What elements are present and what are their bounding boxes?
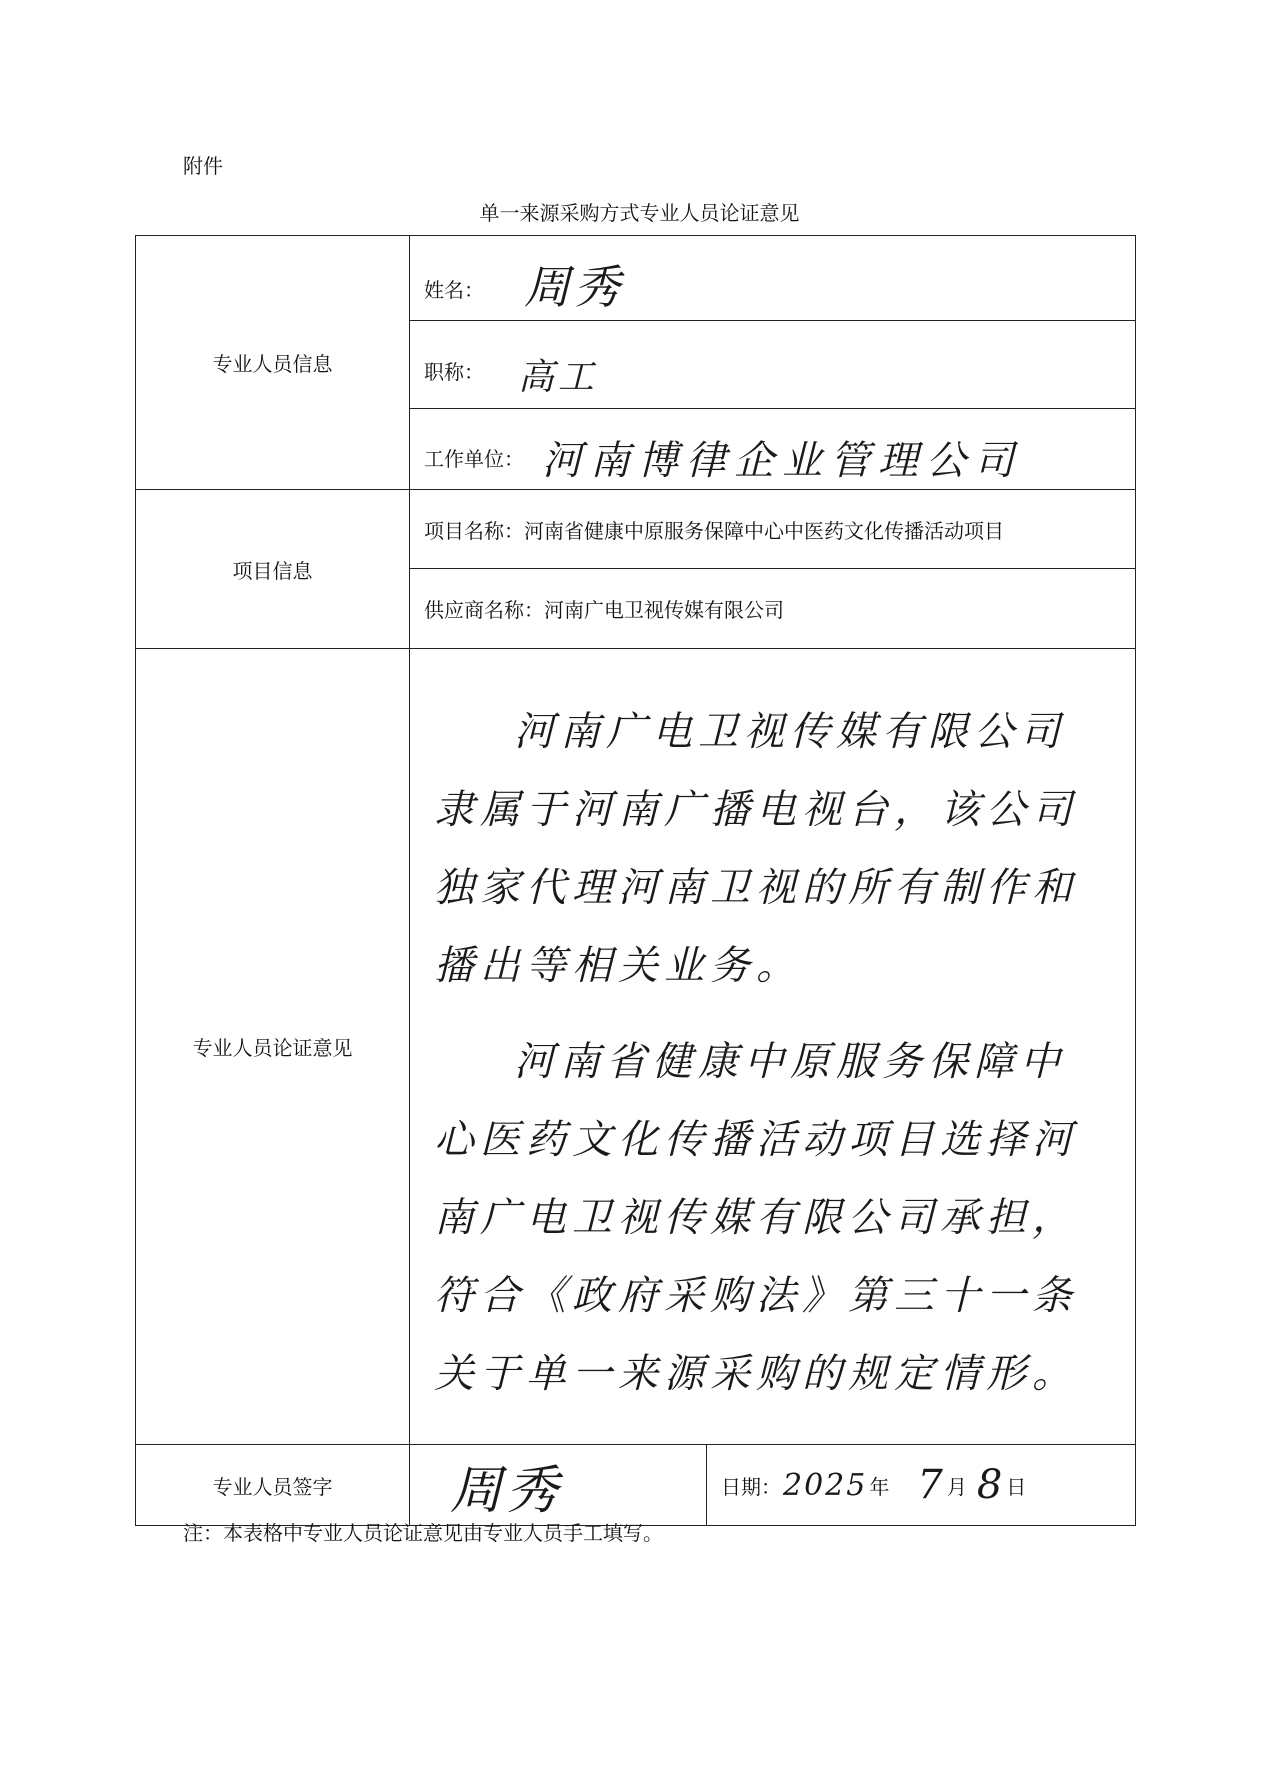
date-year-value: 2025 <box>783 1467 868 1503</box>
date-month-value: 7 <box>917 1462 945 1508</box>
title-handwritten-value: 高工 <box>518 357 599 398</box>
name-handwritten-value: 周秀 <box>524 260 624 314</box>
supplier-value: 河南广电卫视传媒有限公司 <box>544 598 784 622</box>
supplier-label: 供应商名称： <box>424 598 544 622</box>
project-name-value: 河南省健康中原服务保障中心中医药文化传播活动项目 <box>524 518 1004 543</box>
title-label: 职称： <box>424 360 484 384</box>
project-info-label: 项目信息 <box>136 490 410 649</box>
document-title: 单一来源采购方式专业人员论证意见 <box>479 201 800 225</box>
date-day-value: 8 <box>976 1462 1005 1508</box>
opinion-paragraph-2: 河南省健康中原服务保障中心医药文化传播活动项目选择河南广电卫视传媒有限公司承担，符合《政府采购法》第三十一条关于单一来源采购的规定情形。 <box>434 1038 1078 1397</box>
supplier-field <box>410 569 1136 649</box>
title-field <box>410 321 1136 409</box>
date-day-unit: 日 <box>1006 1474 1027 1499</box>
name-field <box>410 236 1136 321</box>
project-name-row <box>136 490 1136 569</box>
date-label: 日期： <box>721 1474 781 1499</box>
opinion-row <box>136 649 1136 1445</box>
name-row <box>136 236 1136 321</box>
project-name-label: 项目名称： <box>424 518 524 543</box>
signature-row <box>136 1445 1136 1526</box>
signature-field <box>410 1445 1136 1526</box>
attachment-label: 附件 <box>183 154 223 178</box>
opinion-field <box>410 649 1136 1445</box>
expert-info-label: 专业人员信息 <box>136 236 410 490</box>
unit-label: 工作单位： <box>424 446 524 471</box>
opinion-label: 专业人员论证意见 <box>136 649 410 1445</box>
unit-handwritten-value: 河南博律企业管理公司 <box>542 437 1022 484</box>
date-year-unit: 年 <box>869 1474 890 1499</box>
unit-field <box>410 409 1136 490</box>
date-box <box>707 1445 1026 1525</box>
signature-handwritten-value: 周秀 <box>450 1460 563 1521</box>
opinion-form-table <box>135 235 1136 1526</box>
footnote: 注：本表格中专业人员论证意见由专业人员手工填写。 <box>183 1521 663 1545</box>
project-name-field <box>410 490 1136 569</box>
name-label: 姓名： <box>424 278 484 302</box>
date-month-unit: 月 <box>946 1474 967 1499</box>
signature-box <box>410 1445 707 1525</box>
signature-label: 专业人员签字 <box>136 1445 410 1526</box>
opinion-paragraph-1: 河南广电卫视传媒有限公司隶属于河南广播电视台，该公司独家代理河南卫视的所有制作和播出等相关业务。 <box>434 708 1078 989</box>
